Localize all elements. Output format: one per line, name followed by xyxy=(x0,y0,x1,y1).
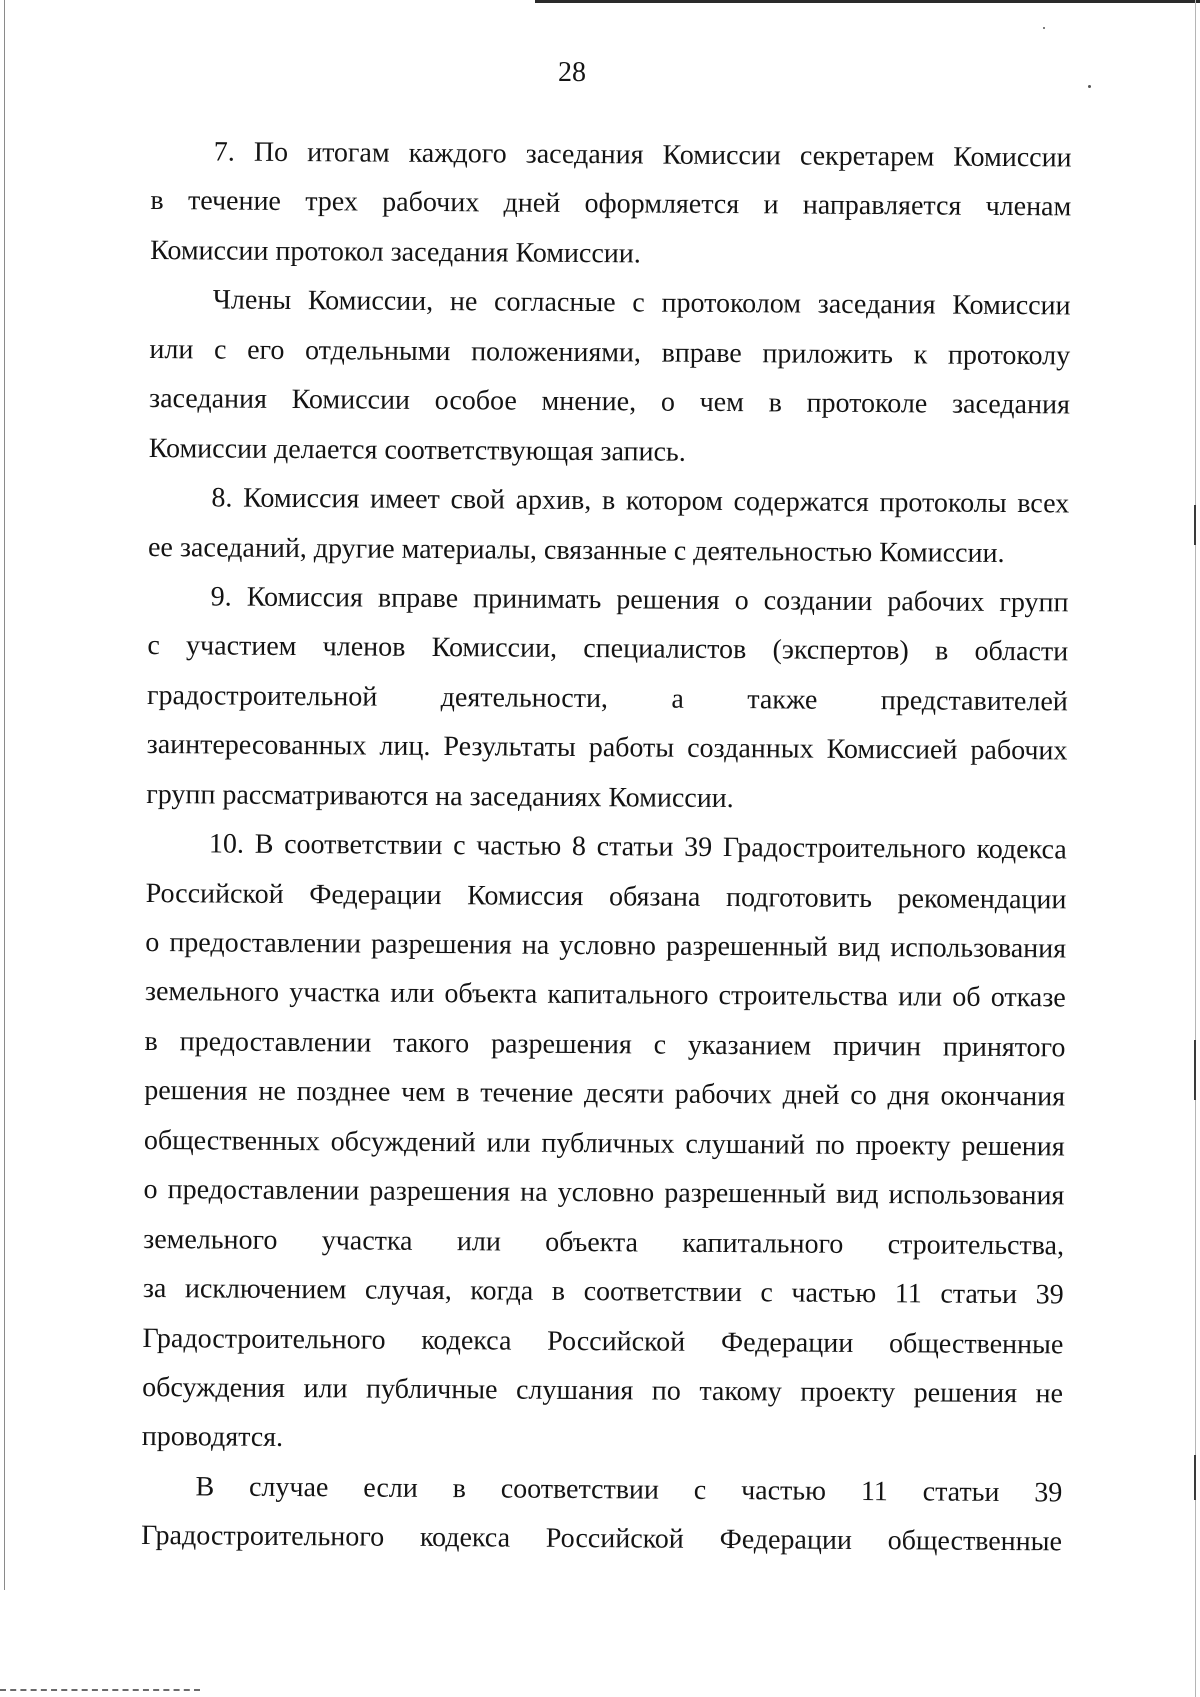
scan-border-bottom xyxy=(0,1689,200,1691)
text-line: градостроительной деятельности, а также представителей xyxy=(146,679,1068,718)
page-number: 28 xyxy=(558,57,586,88)
paragraph-8 xyxy=(148,473,1070,578)
text-line: заинтересованных лиц. Результаты работы созданных Комиссией рабочих xyxy=(146,729,1068,767)
text-line: или с его отдельными положениями, вправе приложить к протоколу xyxy=(149,333,1071,372)
text-line: заседания Комиссии особое мнение, о чем в протоколе заседания xyxy=(148,383,1071,421)
text-line: в течение трех рабочих дней оформляется и направляется членам xyxy=(150,185,1072,223)
scan-speck xyxy=(1043,27,1045,29)
text-line: Российской Федерации Комиссия обязана подготовить рекомендации xyxy=(145,877,1067,915)
text-line: 9. Комиссия вправе принимать решения о создании рабочих групп xyxy=(210,581,1069,619)
text-line: Градостроительного кодекса Российской Федерации общественные xyxy=(142,1322,1064,1360)
text-line: 7. По итогам каждого заседания Комиссии секретарем Комиссии xyxy=(213,136,1072,174)
text-line: решения не позднее чем в течение десяти рабочих дней со дня окончания xyxy=(144,1075,1066,1113)
text-line: с участием членов Комиссии, специалистов (экспертов) в области xyxy=(147,630,1069,668)
paragraph-10-continuation xyxy=(141,1462,1063,1567)
text-line: общественных обсуждений или публичных слушаний по проекту решения xyxy=(143,1124,1065,1163)
text-line: за исключением случая, когда в соответствии с частью 11 статьи 39 xyxy=(142,1273,1064,1311)
paragraph-7-dissent xyxy=(149,275,1071,479)
scan-mark-right xyxy=(1194,1455,1196,1500)
text-line: 10. В соответствии с частью 8 статьи 39 Градостроительного кодекса xyxy=(208,828,1067,866)
scan-border-left xyxy=(4,0,5,1590)
text-line: Комиссии протокол заседания Комиссии. xyxy=(150,234,641,270)
paragraph-7 xyxy=(150,127,1072,282)
text-line: ее заседаний, другие материалы, связанные с деятельностью Комиссии. xyxy=(147,531,1005,569)
text-line: земельного участка или объекта капитального строительства, xyxy=(143,1223,1065,1262)
text-line: земельного участка или объекта капитального строительства или об отказе xyxy=(144,976,1066,1014)
text-line: 8. Комиссия имеет свой архив, в котором содержатся протоколы всех xyxy=(211,482,1070,520)
text-line: о предоставлении разрешения на условно разрешенный вид использования xyxy=(145,926,1067,965)
document-body xyxy=(141,127,1072,1567)
paragraph-10 xyxy=(142,819,1067,1468)
text-line: Члены Комиссии, не согласные с протоколом заседания Комиссии xyxy=(212,284,1071,322)
text-line: Комиссии делается соответствующая запись. xyxy=(148,432,686,468)
text-line: в предоставлении такого разрешения с указанием причин принятого xyxy=(144,1025,1066,1064)
text-line: В случае если в соответствии с частью 11 статьи 39 xyxy=(195,1471,1063,1509)
text-line: обсуждения или публичные слушания по такому проекту решения не xyxy=(142,1371,1064,1410)
text-line: о предоставлении разрешения на условно разрешенный вид использования xyxy=(143,1174,1065,1212)
paragraph-9 xyxy=(146,572,1069,826)
scan-mark-right xyxy=(1194,1040,1196,1100)
text-line: проводятся. xyxy=(141,1421,284,1454)
text-line: Градостроительного кодекса Российской Федерации общественные xyxy=(141,1520,1063,1558)
scan-border-right xyxy=(1195,0,1196,1697)
text-line: групп рассматриваются на заседаниях Комиссии. xyxy=(146,778,734,814)
scan-mark-right xyxy=(1194,505,1196,545)
scan-border-top xyxy=(535,0,1200,3)
